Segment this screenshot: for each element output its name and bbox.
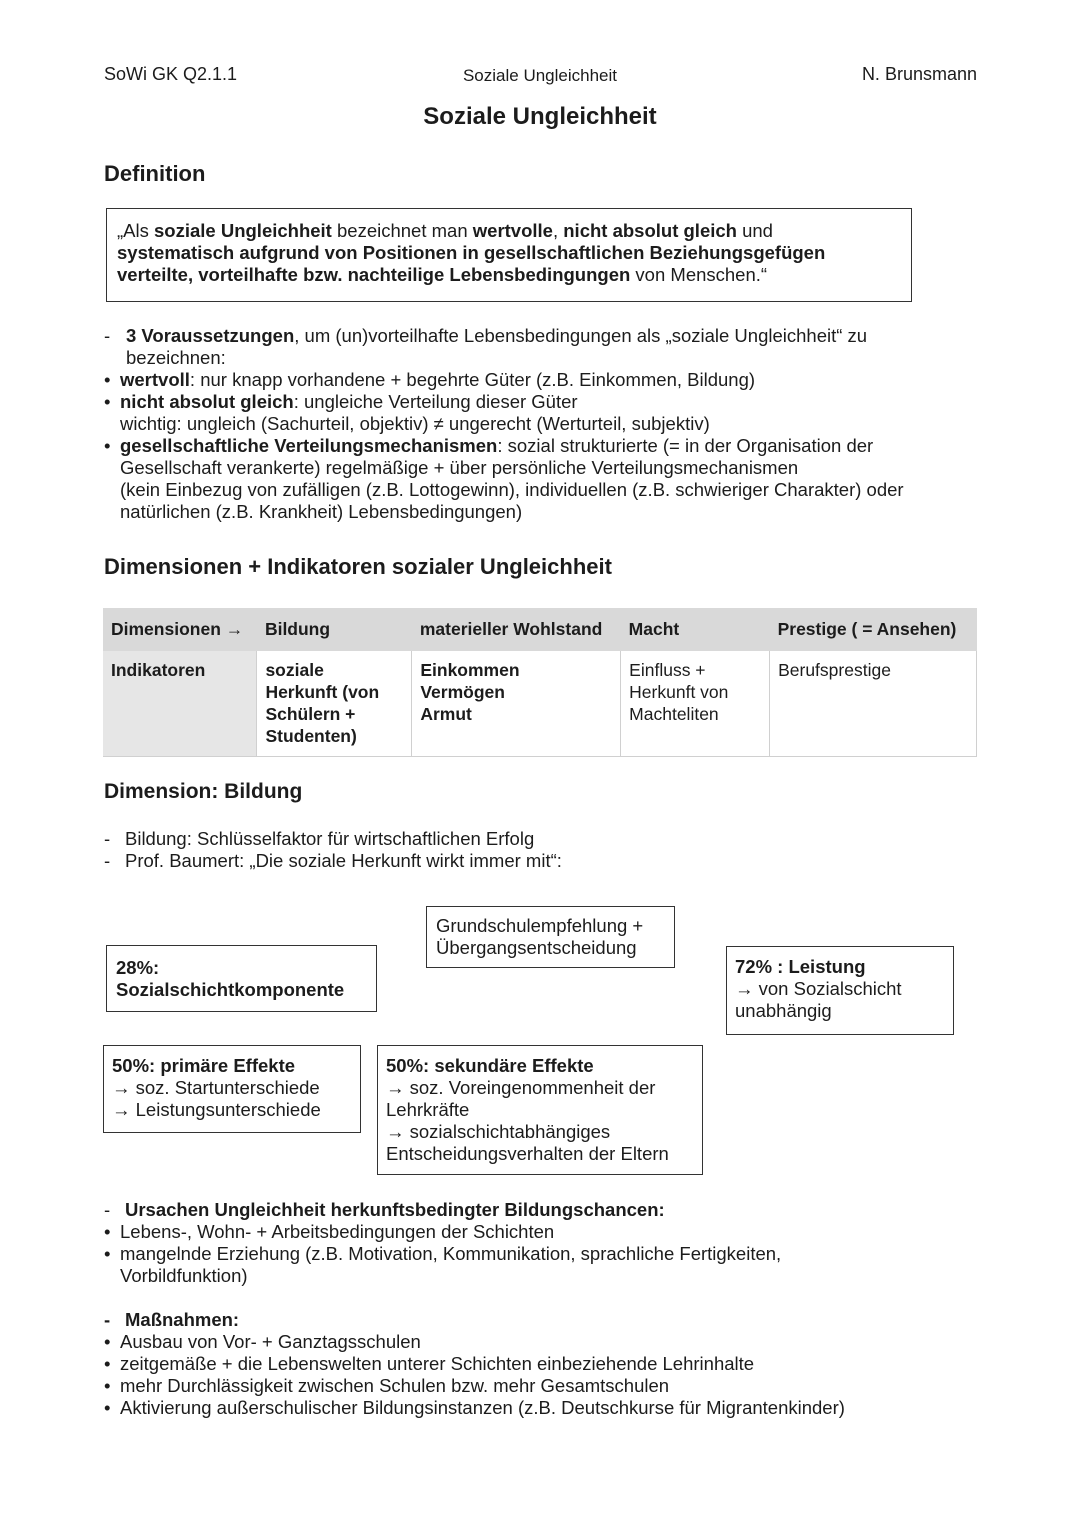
table-row: Indikatoren soziale Herkunft (von Schülern + Studenten) Einkommen Vermögen Armut Einfluss + Herkunft von Machteliten Berufsprestige bbox=[103, 651, 977, 757]
header-topic: Soziale Ungleichheit bbox=[462, 66, 618, 85]
list-item: • wertvoll: nur knapp vorhandene + begehrte Güter (z.B. Einkommen, Bildung) bbox=[104, 369, 756, 390]
prerequisites-section: - 3 Voraussetzungen, um (un)vorteilhafte Lebensbedingungen als „soziale Ungleichheit“ zu bezeichnen: • wertvoll: nur knapp vorhandene + begehrte Güter (z.B. Einkommen, Bildung) • nicht absolut gleich: ungleiche Verteilung dieser Güter wichtig: ungleich (Sachurteil, objektiv) ≠ ungerecht (Werturteil, subjektiv) • gesellschaftliche Verteilungsmechanismen: sozial strukturierte (= in der Organisation der Gesellschaft verankerte) regelmäßige + über persönliche Verteilungsmechanismen (kein Einbezug von zufälligen (z.B. Lottogewinn), individuellen (z.B. schwieriger Charakter) oder natürlichen (z.B. Krankheit) Lebensbedingungen) bbox=[104, 325, 984, 523]
page-title: Soziale Ungleichheit bbox=[423, 103, 657, 130]
bildung-heading: Dimension: Bildung bbox=[104, 780, 303, 803]
header-author: N. Brunsmann bbox=[861, 64, 977, 84]
diagram-right-box: 72% : Leistung → von Sozialschicht unabhängig bbox=[726, 946, 954, 1035]
list-item: • nicht absolut gleich: ungleiche Verteilung dieser Güter bbox=[104, 391, 578, 412]
dimensions-table bbox=[103, 608, 977, 757]
measures-section: - Maßnahmen: • Ausbau von Vor- + Ganztagsschulen • zeitgemäße + die Lebenswelten unterer Schichten einbeziehende Lehrinhalte • mehr Durchlässigkeit zwischen Schulen bzw. mehr Gesamtschulen • Aktivierung außerschulischer Bildungsinstanzen (z.B. Deutschkurse für Migrantenkinder) bbox=[104, 1309, 984, 1419]
list-item: • mangelnde Erziehung (z.B. Motivation, Kommunikation, sprachliche Fertigkeiten, bbox=[104, 1243, 782, 1264]
bildung-points: - Bildung: Schlüsselfaktor für wirtschaftlichen Erfolg - Prof. Baumert: „Die soziale Herkunft wirkt immer mit“: bbox=[104, 828, 562, 871]
table-header-row: Dimensionen → Bildung materieller Wohlstand Macht Prestige ( = Ansehen) bbox=[103, 608, 977, 651]
list-item: • Aktivierung außerschulischer Bildungsinstanzen (z.B. Deutschkurse für Migrantenkinder) bbox=[104, 1397, 845, 1418]
prerequisites-intro: 3 Voraussetzungen, um (un)vorteilhafte Lebensbedingungen als „soziale Ungleichheit“ zu bbox=[126, 325, 868, 346]
diagram-center-box: Grundschulempfehlung + Übergangsentscheidung bbox=[426, 906, 675, 968]
list-item: • gesellschaftliche Verteilungsmechanismen: sozial strukturierte (= in der Organisation der bbox=[104, 435, 874, 456]
list-item: • Lebens-, Wohn- + Arbeitsbedingungen der Schichten bbox=[104, 1221, 555, 1242]
diagram-primary-box: 50%: primäre Effekte → soz. Startunterschiede → Leistungsunterschiede bbox=[103, 1045, 361, 1133]
list-item: • Ausbau von Vor- + Ganztagsschulen bbox=[104, 1331, 421, 1352]
causes-section: - Ursachen Ungleichheit herkunftsbedingter Bildungschancen: • Lebens-, Wohn- + Arbeitsbedingungen der Schichten • mangelnde Erziehung (z.B. Motivation, Kommunikation, sprachliche Fertigkeiten, Vorbildfunktion) bbox=[104, 1199, 984, 1287]
diagram-secondary-box: 50%: sekundäre Effekte → soz. Voreingenommenheit der Lehrkräfte → sozialschichtabhängiges Entscheidungsverhalten der Eltern bbox=[377, 1045, 703, 1175]
dimensions-heading: Dimensionen + Indikatoren sozialer Ungleichheit bbox=[104, 554, 612, 579]
definition-heading: Definition bbox=[104, 161, 206, 186]
list-item: • mehr Durchlässigkeit zwischen Schulen bzw. mehr Gesamtschulen bbox=[104, 1375, 670, 1396]
list-item: • zeitgemäße + die Lebenswelten unterer Schichten einbeziehende Lehrinhalte bbox=[104, 1353, 755, 1374]
definition-box: „Als soziale Ungleichheit bezeichnet man wertvolle, nicht absolut gleich und systematisch aufgrund von Positionen in gesellschaftlichen Beziehungsgefügen verteilte, vorteilhafte bzw. nachteilige Lebensbedingungen von Menschen.“ bbox=[106, 208, 912, 302]
diagram-left-box: 28%: Sozialschichtkomponente bbox=[106, 945, 377, 1012]
header-course: SoWi GK Q2.1.1 bbox=[104, 64, 238, 84]
